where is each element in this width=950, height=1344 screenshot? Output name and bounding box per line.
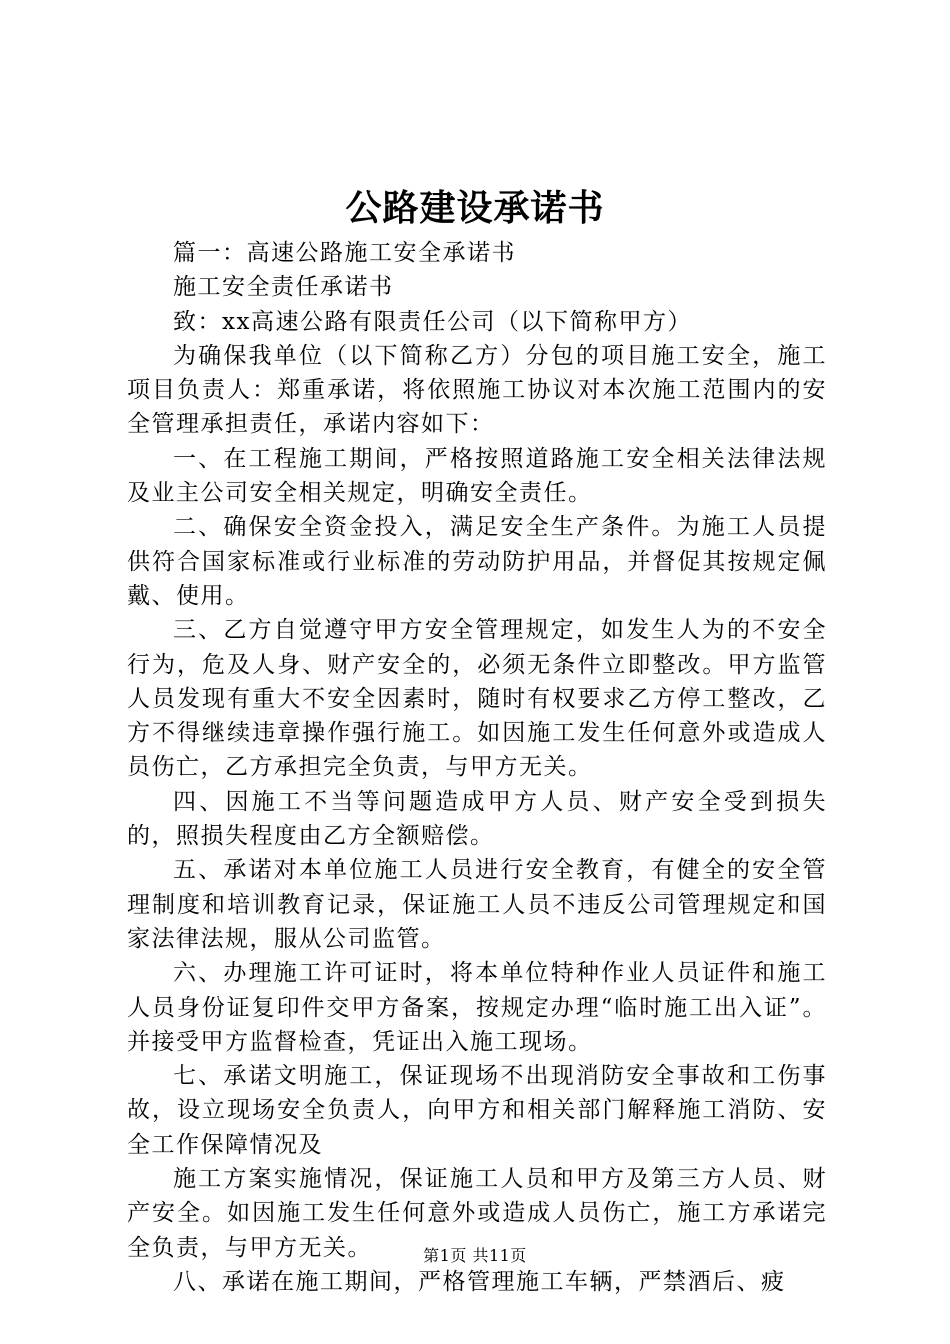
section-heading: 篇一：高速公路施工安全承诺书 <box>173 240 516 266</box>
subtitle: 施工安全责任承诺书 <box>173 274 394 301</box>
clause-6: 六、办理施工许可证时，将本单位特种作业人员证件和施工人员身份证复印件交甲方备案，按规定办理“临时施工出入证”。并接受甲方监督检查，凭证出入施工现场。 <box>127 960 827 1055</box>
addressee: 致：xx高速公路有限责任公司（以下简称甲方） <box>173 308 692 335</box>
clause-2: 二、确保安全资金投入，满足安全生产条件。为施工人员提供符合国家标准或行业标准的劳动防护用品，并督促其按规定佩戴、使用。 <box>127 514 827 609</box>
clause-7: 七、承诺文明施工，保证现场不出现消防安全事故和工伤事故，设立现场安全负责人，向甲方和相关部门解释施工消防、安全工作保障情况及 <box>127 1063 827 1158</box>
clause-7-continued: 施工方案实施情况，保证施工人员和甲方及第三方人员、财产安全。如因施工发生任何意外或造成人员伤亡，施工方承诺完全负责，与甲方无关。 <box>127 1166 827 1261</box>
clause-3: 三、乙方自觉遵守甲方安全管理规定，如发生人为的不安全行为，危及人身、财产安全的，必须无条件立即整改。甲方监管人员发现有重大不安全因素时，随时有权要求乙方停工整改，乙方不得继续违章操作强行施工。如因施工发生任何意外或造成人员伤亡，乙方承担完全负责，与甲方无关。 <box>127 617 827 781</box>
page-number-footer: 第1页 共11页 <box>423 1246 527 1265</box>
clause-1: 一、在工程施工期间，严格按照道路施工安全相关法律法规及业主公司安全相关规定，明确安全责任。 <box>127 445 827 507</box>
clause-8: 八、承诺在施工期间，严格管理施工车辆，严禁酒后、疲 <box>173 1268 786 1295</box>
document-title: 公路建设承诺书 <box>345 187 605 229</box>
clause-5: 五、承诺对本单位施工人员进行安全教育，有健全的安全管理制度和培训教育记录，保证施工人员不违反公司管理规定和国家法律法规，服从公司监管。 <box>127 857 827 952</box>
document-body <box>127 236 827 1299</box>
clause-4: 四、因施工不当等问题造成甲方人员、财产安全受到损失的，照损失程度由乙方全额赔偿。 <box>127 788 827 850</box>
intro-paragraph: 为确保我单位（以下简称乙方）分包的项目施工安全，施工项目负责人：郑重承诺，将依照施工协议对本次施工范围内的安全管理承担责任，承诺内容如下： <box>127 342 827 438</box>
